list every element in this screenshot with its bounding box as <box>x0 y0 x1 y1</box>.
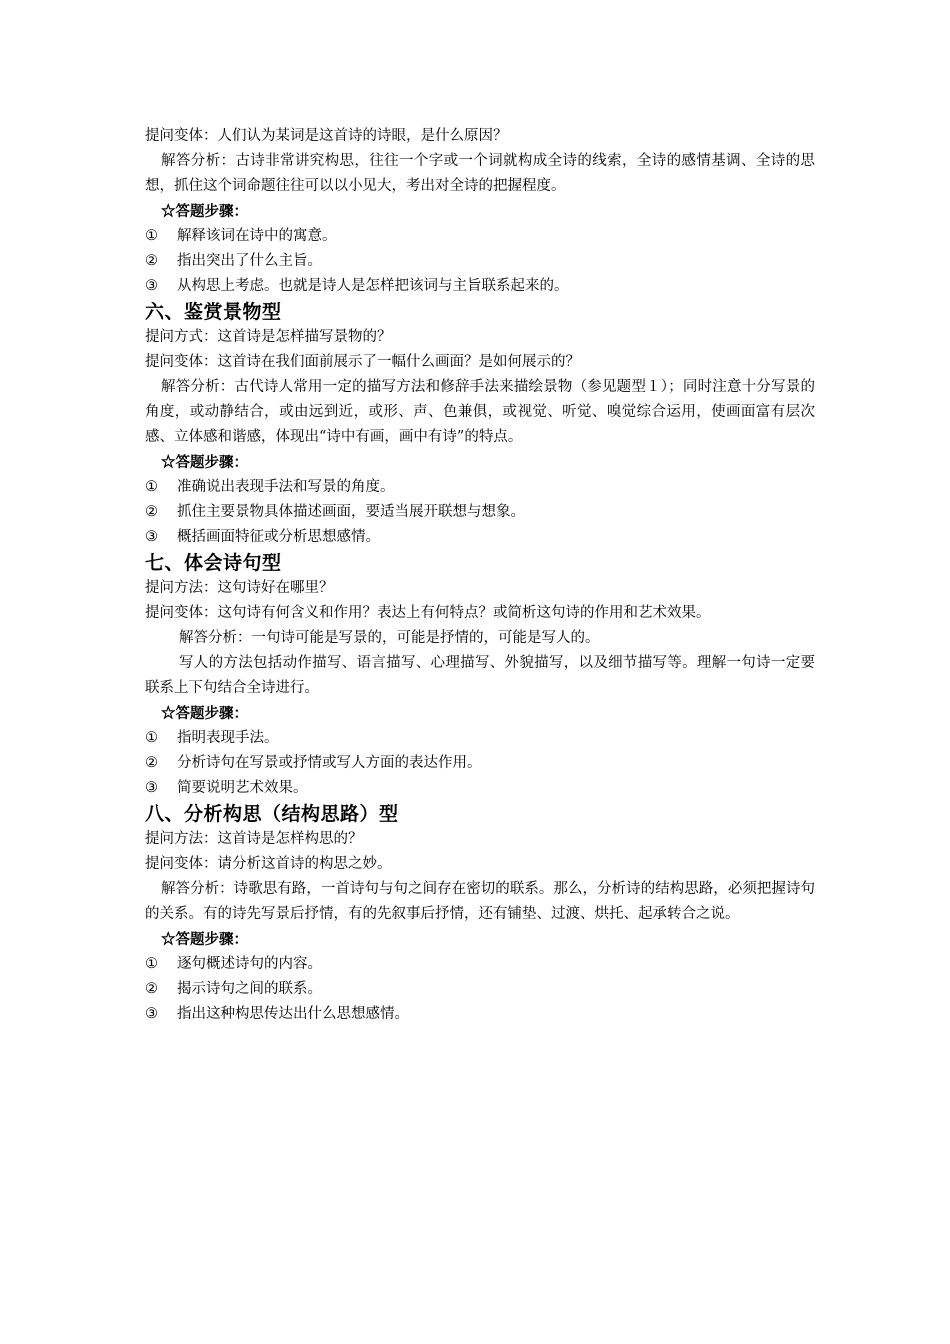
step-item <box>145 475 815 500</box>
section-heading: 八、分析构思（结构思路）型 <box>145 803 399 825</box>
step-text: 解释该词在诗中的寓意。 <box>177 228 337 244</box>
step-text: 分析诗句在写景或抒情或写人方面的表达作用。 <box>177 755 482 771</box>
step-text: 简要说明艺术效果。 <box>177 780 308 796</box>
step-text: 从构思上考虑。也就是诗人是怎样把该词与主旨联系起来的。 <box>177 278 569 294</box>
step-item <box>145 500 815 525</box>
question-variant: 提问变体：请分析这首诗的构思之妙。 <box>145 856 392 872</box>
step-item <box>145 977 815 1002</box>
question-method: 提问方法：这首诗是怎样构思的？ <box>145 831 363 847</box>
step-number: ③ <box>145 278 158 294</box>
section-heading: 七、体会诗句型 <box>145 552 282 574</box>
document-page <box>145 124 815 1027</box>
step-text: 指出这种构思传达出什么思想感情。 <box>177 1006 409 1022</box>
step-number: ② <box>145 253 158 269</box>
step-number: ③ <box>145 780 158 796</box>
question-variant: 提问变体：人们认为某词是这首诗的诗眼，是什么原因？ <box>145 128 508 144</box>
step-item <box>145 726 815 751</box>
step-item <box>145 751 815 776</box>
step-item <box>145 249 815 274</box>
step-text: 准确说出表现手法和写景的角度。 <box>177 479 395 495</box>
question-method: 提问方法：这句诗好在哪里？ <box>145 580 334 596</box>
step-number: ② <box>145 755 158 771</box>
steps-title: ☆答题步骤： <box>161 203 248 220</box>
steps-title: ☆答题步骤： <box>161 931 248 948</box>
step-item <box>145 274 815 299</box>
step-number: ① <box>145 956 158 972</box>
step-item <box>145 224 815 249</box>
step-number: ③ <box>145 1006 158 1022</box>
question-variant: 提问变体：这首诗在我们面前展示了一幅什么画面？是如何展示的？ <box>145 354 580 370</box>
step-number: ② <box>145 504 158 520</box>
step-number: ② <box>145 981 158 997</box>
step-text: 逐句概述诗句的内容。 <box>177 956 322 972</box>
steps-title: ☆答题步骤： <box>161 454 248 471</box>
step-number: ① <box>145 228 158 244</box>
step-text: 指明表现手法。 <box>177 730 279 746</box>
steps-title: ☆答题步骤： <box>161 705 248 722</box>
step-text: 揭示诗句之间的联系。 <box>177 981 322 997</box>
step-number: ① <box>145 730 158 746</box>
answer-analysis-detail: 写人的方法包括动作描写、语言描写、心理描写、外貌描写，以及细节描写等。理解一句诗一定要联系上下句结合全诗进行。 <box>145 655 815 696</box>
step-text: 指出突出了什么主旨。 <box>177 253 322 269</box>
answer-analysis: 解答分析：诗歌思有路，一首诗句与句之间存在密切的联系。那么，分析诗的结构思路，必须把握诗句的关系。有的诗先写景后抒情，有的先叙事后抒情，还有铺垫、过渡、烘托、起承转合之说。 <box>145 881 815 922</box>
step-item <box>145 1002 815 1027</box>
step-item <box>145 525 815 550</box>
question-method: 提问方式：这首诗是怎样描写景物的？ <box>145 329 392 345</box>
question-variant: 提问变体：这句诗有何含义和作用？表达上有何特点？或简析这句诗的作用和艺术效果。 <box>145 605 711 621</box>
answer-analysis: 解答分析：一句诗可能是写景的，可能是抒情的，可能是写人的。 <box>179 630 600 646</box>
step-number: ① <box>145 479 158 495</box>
answer-analysis: 解答分析：古代诗人常用一定的描写方法和修辞手法来描绘景物（参见题型１）；同时注意十分写景的角度，或动静结合，或由远到近，或形、声、色兼俱，或视觉、听觉、嗅觉综合运用，使画面富有层次感、立体感和谐感，体现出“诗中有画，画中有诗”的特点。 <box>145 379 815 445</box>
answer-analysis: 解答分析：古诗非常讲究构思，往往一个字或一个词就构成全诗的线索，全诗的感情基调、全诗的思想，抓住这个词命题往往可以以小见大，考出对全诗的把握程度。 <box>145 153 815 194</box>
step-item <box>145 952 815 977</box>
step-item <box>145 776 815 801</box>
step-text: 概括画面特征或分析思想感情。 <box>177 529 380 545</box>
section-heading: 六、鉴赏景物型 <box>145 301 282 323</box>
step-text: 抓住主要景物具体描述画面，要适当展开联想与想象。 <box>177 504 525 520</box>
step-number: ③ <box>145 529 158 545</box>
